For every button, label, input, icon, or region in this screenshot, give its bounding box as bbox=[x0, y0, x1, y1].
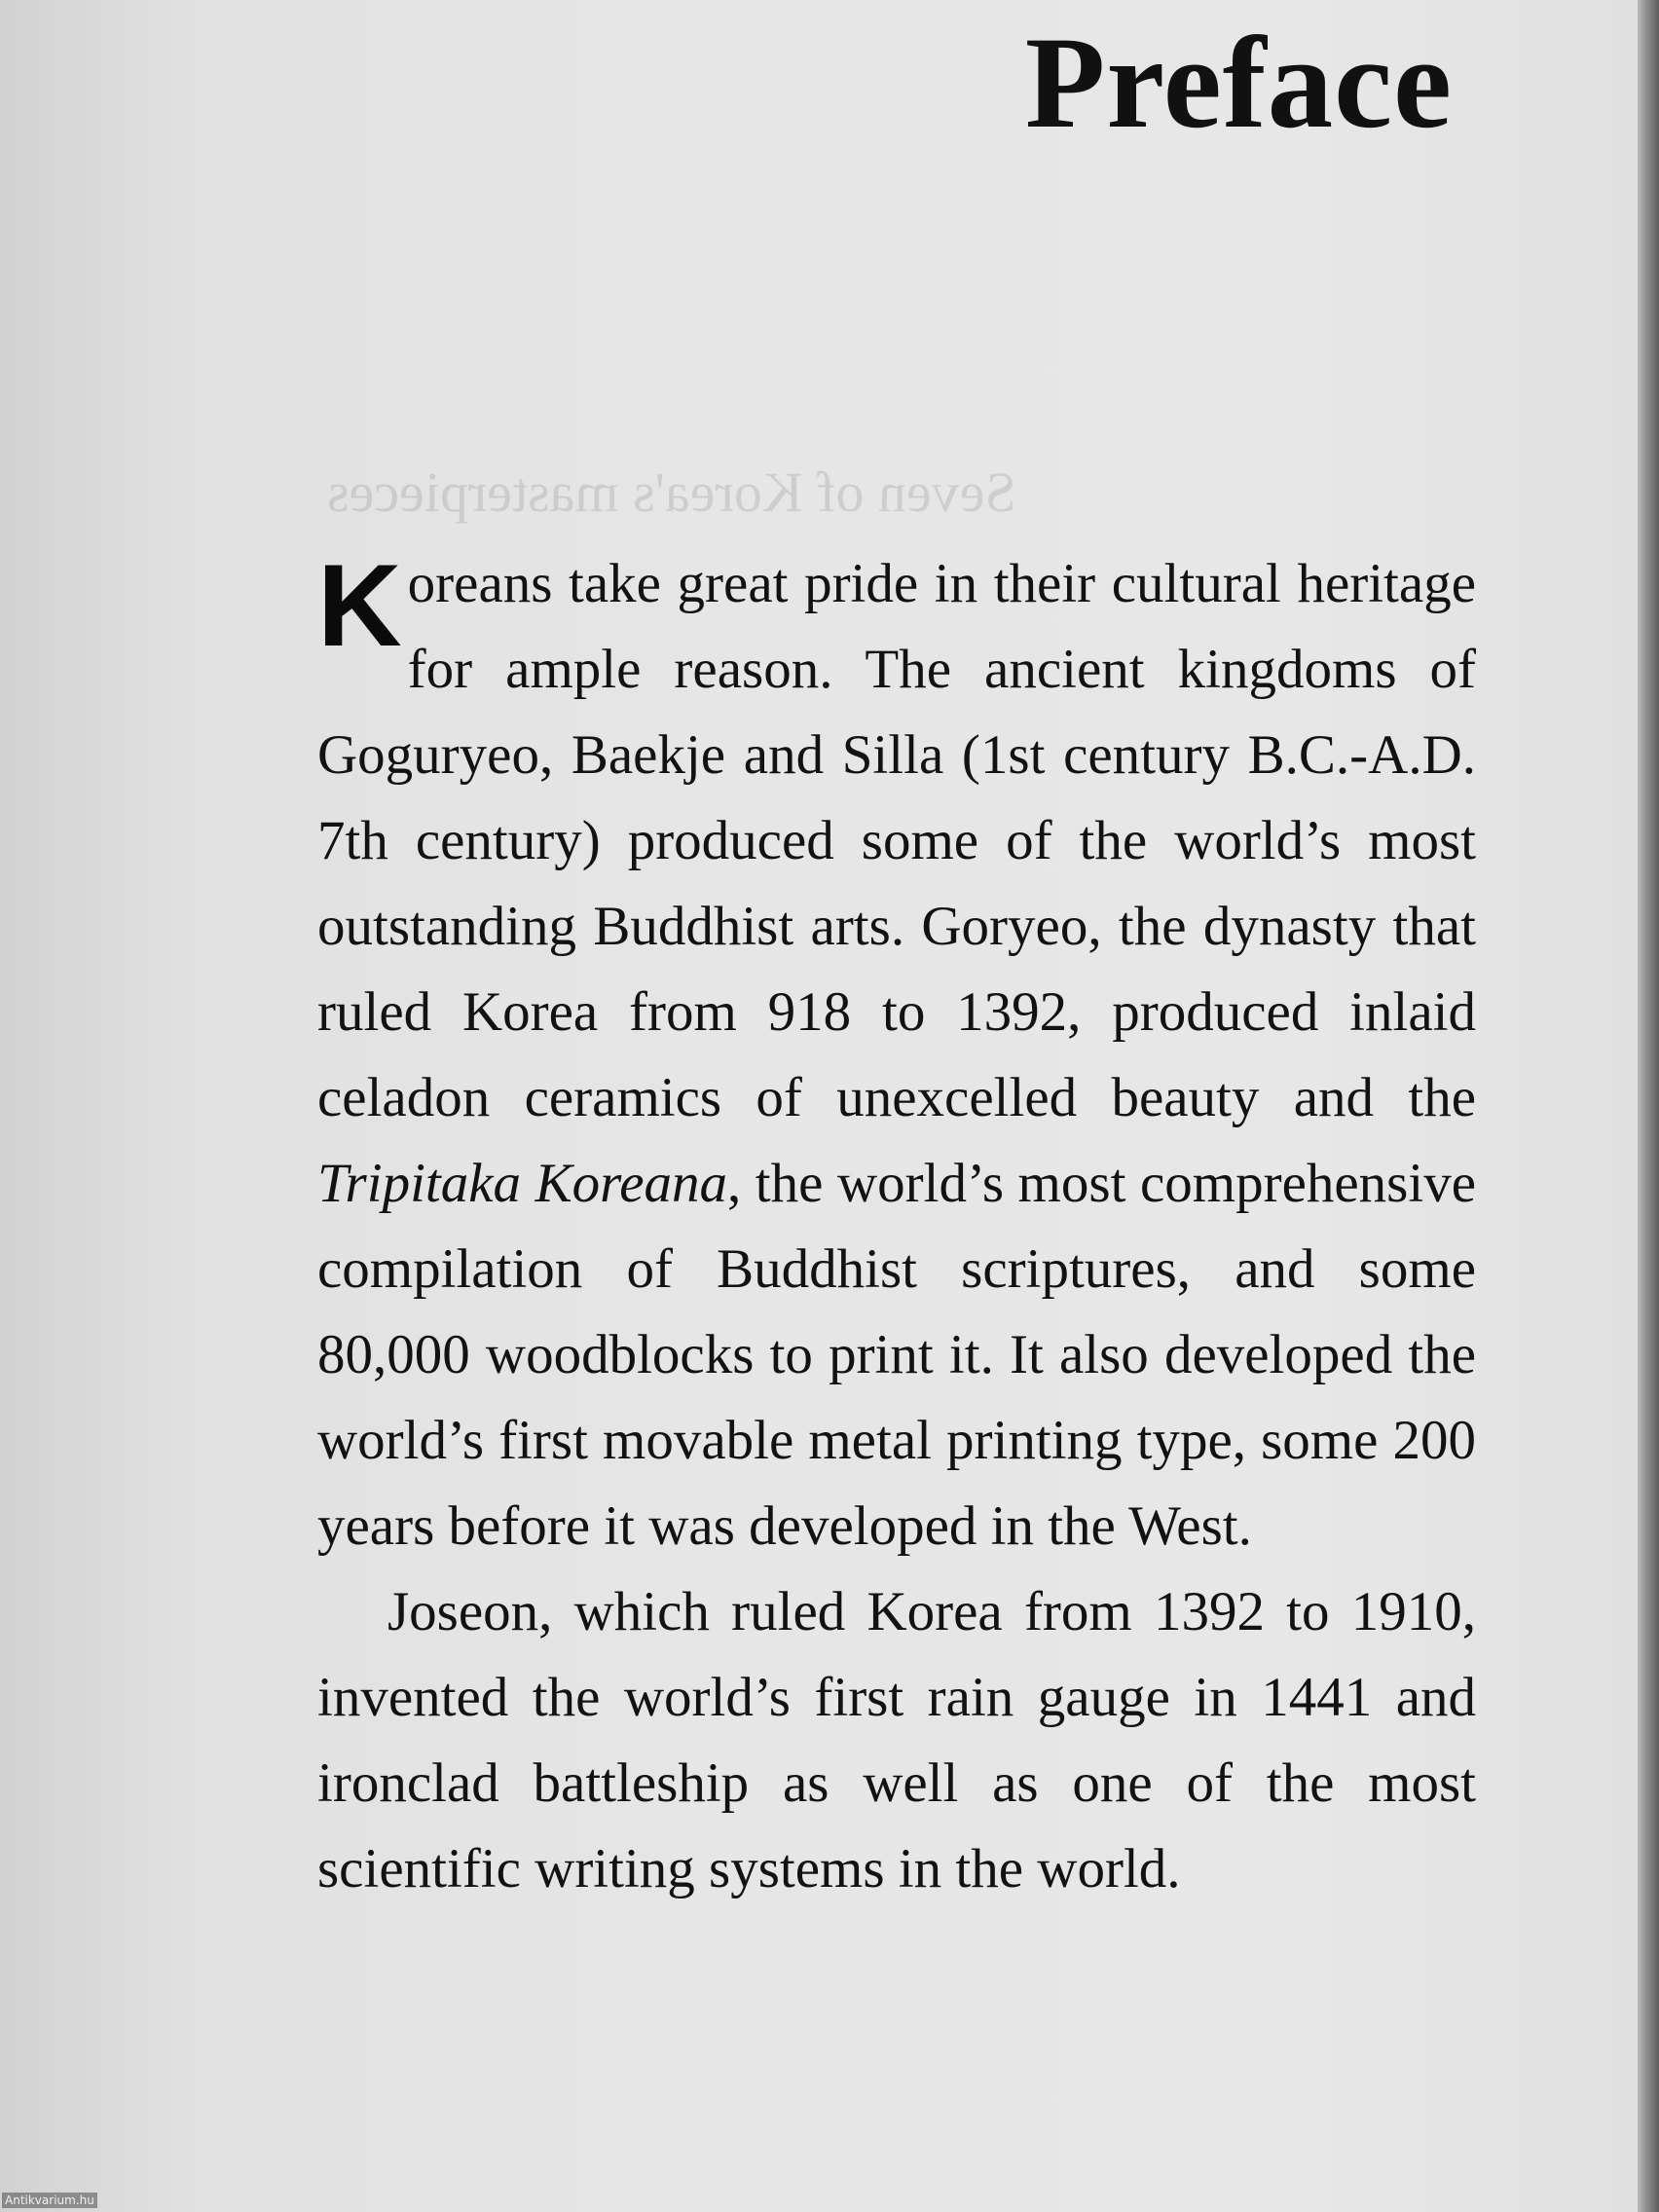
paragraph-1 bbox=[317, 541, 1476, 1569]
preface-body bbox=[317, 541, 1476, 1912]
show-through-text: Seven of Korea's masterpieces bbox=[327, 461, 1016, 524]
paragraph-1-text-continued: , the world’s most comprehensive compilation of Buddhist scriptures, and some 80,000 woodblocks to print it. It also developed the world’s first movable metal printing type, some 200 years before it was developed in the West. bbox=[317, 1153, 1476, 1557]
page-edge-shadow bbox=[1638, 0, 1659, 2212]
watermark: Antikvarium.hu bbox=[2, 2193, 97, 2208]
paragraph-2: Joseon, which ruled Korea from 1392 to 1910, invented the world’s first rain gauge in 1441 and ironclad battleship as well as one of the most scientific writing systems in the world. bbox=[317, 1581, 1476, 1899]
paragraph-1-text: oreans take great pride in their cultural heritage for ample reason. The ancient kingdoms of Goguryeo, Baekje and Silla (1st century B.C.-A.D. 7th century) produced some of the world’s most outstanding Buddhist arts. Goryeo, the dynasty that ruled Korea from 918 to 1392, produced inlaid celadon ceramics of unexcelled beauty and the bbox=[317, 553, 1476, 1128]
italic-title: Tripitaka Koreana bbox=[317, 1153, 727, 1214]
page-title: Preface bbox=[1024, 11, 1453, 156]
drop-cap: K bbox=[317, 540, 402, 671]
